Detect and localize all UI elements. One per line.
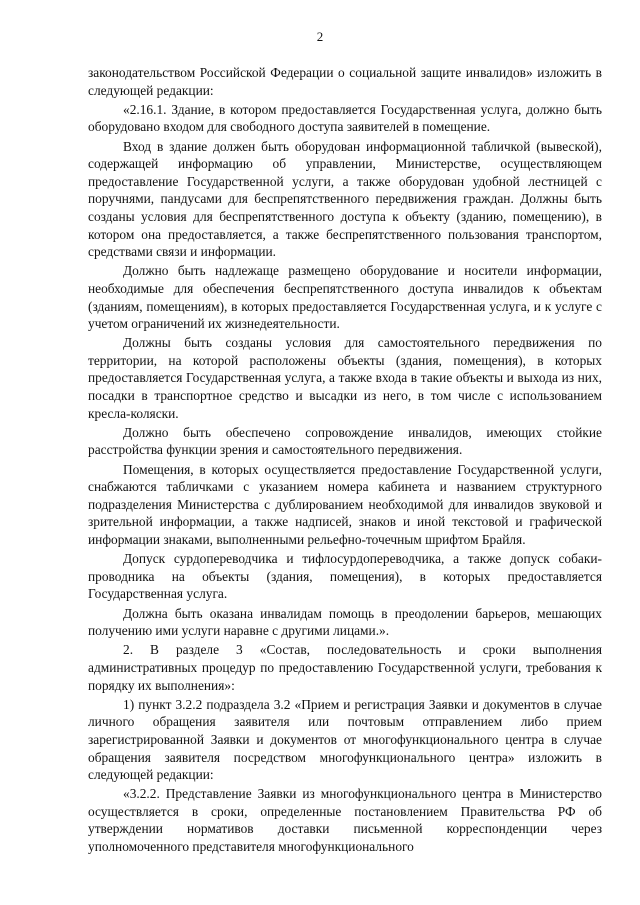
paragraph-equipment-placement: Должно быть надлежаще размещено оборудование и носители информации, необходимые для обеспечения беспрепятственного доступа инвалидов к объектам (зданиям, помещениям), в которых предоставляется Государственная услуга, и к услуге с учетом ограничений их жизнедеятельности. [88,263,602,332]
paragraph-section-3: 2. В разделе 3 «Состав, последовательность и сроки выполнения административных процедур по предоставлению Государственной услуги, требования к порядку их выполнения»: [88,642,602,693]
document-body [88,64,602,857]
paragraph-escort: Должно быть обеспечено сопровождение инвалидов, имеющих стойкие расстройства функции зрения и самостоятельного передвижения. [88,424,602,458]
paragraph-3-2-2: «3.2.2. Представление Заявки из многофункционального центра в Министерство осуществляется в сроки, определенные постановлением Правительства РФ об утверждении нормативов доставки письменной корреспонденции через уполномоченного представителя многофункционального [88,786,602,855]
page-number: 2 [316,29,324,44]
paragraph-item-1: 1) пункт 3.2.2 подраздела 3.2 «Прием и регистрация Заявки и документов в случае личного обращения заявителя или почтовым отправлением либо прием зарегистрированной Заявки и документов от многофункционального центра в случае обращения заявителя посредством многофункционального центра» изложить в следующей редакции: [88,696,602,783]
paragraph-interpreter-access: Допуск сурдопереводчика и тифлосурдопереводчика, а также допуск собаки-проводника на объекты (здания, помещения), в которых предоставляется Государственная услуга. [88,551,602,602]
paragraph-2-16-1: «2.16.1. Здание, в котором предоставляется Государственная услуга, должно быть оборудовано входом для свободного доступа заявителей в помещение. [88,101,602,135]
paragraph-building-entrance: Вход в здание должен быть оборудован информационной табличкой (вывеской), содержащей информацию об управлении, Министерстве, осуществляющем предоставление Государственной услуги, а также оборудован удобной лестницей с поручнями, пандусами для беспрепятственного передвижения граждан. Должны быть созданы условия для беспрепятственного доступа к объекту (зданию, помещению), в котором она предоставляется, а также беспрепятственного пользования транспортом, средствами связи и информации. [88,138,602,260]
paragraph-intro-continuation: законодательством Российской Федерации о социальной защите инвалидов» изложить в следующей редакции: [88,65,602,98]
paragraph-premises-signs: Помещения, в которых осуществляется предоставление Государственной услуги, снабжаются табличками с указанием номера кабинета и названием структурного подразделения Министерства с дублированием необходимой для инвалидов звуковой и зрительной информации, а также надписей, знаков и иной текстовой и графической информации знаками, выполненными рельефно-точечным шрифтом Брайля. [88,461,602,547]
paragraph-assistance: Должна быть оказана инвалидам помощь в преодолении барьеров, мешающих получению ими услуги наравне с другими лицами.». [88,605,602,639]
paragraph-territory-movement: Должны быть созданы условия для самостоятельного передвижения по территории, на которой расположены объекты (здания, помещения), в которых предоставляется Государственная услуга, а также входа в такие объекты и выхода из них, посадки в транспортное средство и высадки из него, в том числе с использованием кресла-коляски. [88,335,602,421]
